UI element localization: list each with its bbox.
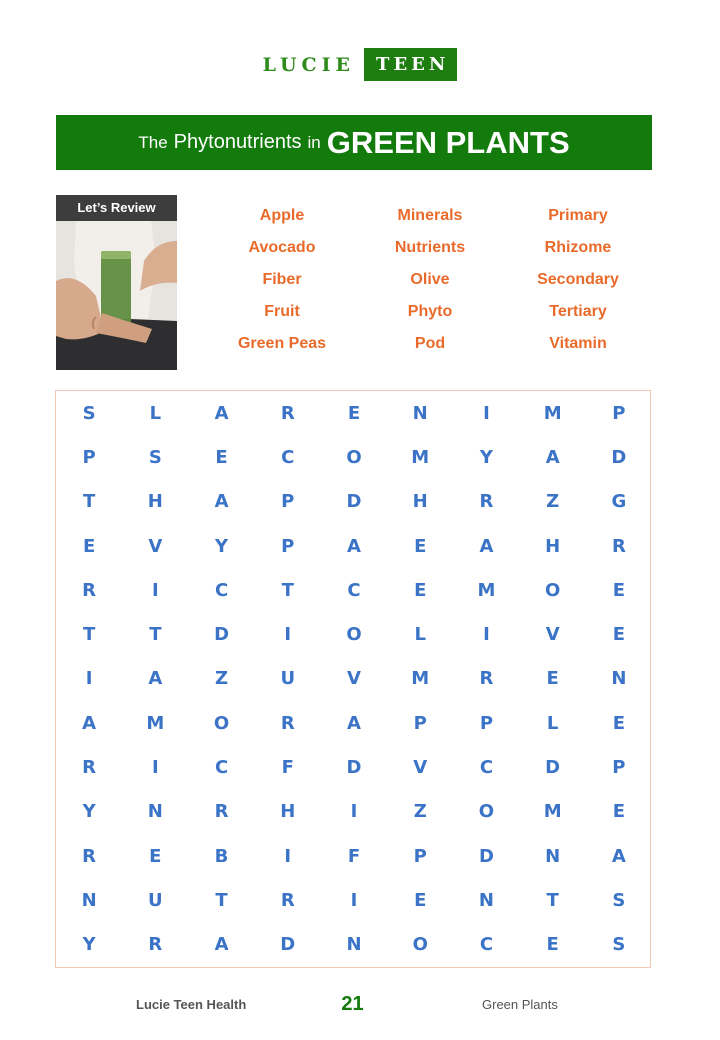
grid-letter[interactable]: E <box>612 579 626 601</box>
grid-letter[interactable]: S <box>612 890 626 912</box>
word-search-grid <box>55 390 651 968</box>
grid-letter[interactable]: R <box>280 890 295 912</box>
grid-letter[interactable]: E <box>612 801 626 823</box>
grid-letter[interactable]: N <box>412 402 428 424</box>
grid-letter[interactable]: E <box>347 402 361 424</box>
grid-letter[interactable]: A <box>545 446 560 468</box>
grid-letter[interactable]: E <box>414 890 427 912</box>
grid-letter[interactable]: L <box>414 624 426 646</box>
grid-letter[interactable]: S <box>82 402 96 424</box>
grid-letter[interactable]: E <box>149 845 162 867</box>
grid-letter[interactable]: V <box>148 535 163 557</box>
grid-letter[interactable]: V <box>347 668 361 690</box>
grid-letter[interactable]: C <box>347 579 361 601</box>
grid-letter[interactable]: N <box>81 890 97 912</box>
grid-letter[interactable]: E <box>546 668 559 690</box>
grid-letter[interactable]: D <box>611 446 627 468</box>
grid-letter[interactable]: P <box>479 712 494 734</box>
grid-letter[interactable]: R <box>479 668 494 690</box>
grid-letter[interactable]: I <box>151 579 159 601</box>
grid-letter[interactable]: U <box>148 890 163 912</box>
grid-letter[interactable]: T <box>281 579 294 601</box>
grid-letter[interactable]: R <box>82 757 97 779</box>
grid-letter[interactable]: A <box>148 668 163 690</box>
grid-letter[interactable]: M <box>477 579 496 601</box>
grid-letter[interactable]: F <box>347 845 361 867</box>
grid-letter[interactable]: O <box>478 801 495 823</box>
grid-letter[interactable]: A <box>214 491 229 513</box>
grid-letter[interactable]: N <box>346 934 362 956</box>
grid-letter[interactable]: M <box>411 668 430 690</box>
grid-letter[interactable]: H <box>545 535 561 557</box>
grid-letter[interactable]: I <box>85 668 93 690</box>
grid-letter[interactable]: S <box>148 446 162 468</box>
grid-letter[interactable]: E <box>414 535 427 557</box>
grid-letter[interactable]: L <box>546 712 559 734</box>
grid-letter[interactable]: Z <box>546 491 560 513</box>
grid-letter[interactable]: A <box>347 712 361 734</box>
grid-letter[interactable]: I <box>483 402 490 424</box>
review-label: Let’s Review <box>56 195 177 221</box>
grid-letter[interactable]: R <box>82 579 97 601</box>
grid-letter[interactable]: G <box>611 491 627 513</box>
grid-letter[interactable]: I <box>284 624 292 646</box>
grid-letter[interactable]: D <box>280 934 296 956</box>
grid-letter[interactable]: N <box>147 801 163 823</box>
grid-letter[interactable]: R <box>280 402 295 424</box>
grid-letter[interactable]: P <box>82 446 96 468</box>
grid-letter[interactable]: N <box>478 890 494 912</box>
letter-grid <box>56 391 652 969</box>
grid-letter[interactable]: T <box>215 890 228 912</box>
word-list-item: Apple <box>259 207 305 224</box>
title-in: in <box>307 132 321 152</box>
grid-letter[interactable]: N <box>611 668 627 690</box>
grid-letter[interactable]: A <box>479 535 494 557</box>
word-list-item: Nutrients <box>394 239 466 256</box>
title-green-plants: GREEN PLANTS <box>326 124 570 160</box>
grid-letter[interactable]: I <box>350 801 358 823</box>
grid-letter[interactable]: C <box>214 757 229 779</box>
grid-letter[interactable]: D <box>545 757 561 779</box>
title-the: The <box>138 132 168 152</box>
word-list-item: Tertiary <box>549 303 607 320</box>
word-list-item: Phyto <box>407 303 453 320</box>
grid-letter[interactable]: Y <box>215 535 229 557</box>
grid-letter[interactable]: Y <box>82 934 96 956</box>
grid-letter[interactable]: O <box>346 624 362 646</box>
grid-letter[interactable]: I <box>350 890 358 912</box>
grid-letter[interactable]: V <box>413 757 428 779</box>
grid-letter[interactable]: O <box>412 934 428 956</box>
footer-section: Green Plants <box>482 997 558 1012</box>
grid-letter[interactable]: R <box>280 712 295 734</box>
grid-letter[interactable]: P <box>281 491 295 513</box>
grid-letter[interactable]: E <box>414 579 427 601</box>
page-number: 21 <box>341 993 364 1015</box>
grid-letter[interactable]: D <box>346 757 362 779</box>
grid-letter[interactable]: R <box>148 934 163 956</box>
grid-letter[interactable]: C <box>214 579 229 601</box>
brand-lucie: LUCIE <box>262 53 356 76</box>
grid-letter[interactable]: I <box>151 757 159 779</box>
title-banner <box>56 115 652 170</box>
green-smoothie-photo <box>56 221 177 370</box>
grid-letter[interactable]: R <box>214 801 229 823</box>
grid-letter[interactable]: H <box>280 801 296 823</box>
grid-letter[interactable]: P <box>612 402 626 424</box>
grid-letter[interactable]: D <box>478 845 494 867</box>
grid-letter[interactable]: P <box>281 535 295 557</box>
grid-letter[interactable]: P <box>612 757 626 779</box>
title-phytonutrients: Phytonutrients <box>173 131 302 153</box>
word-list-item: Minerals <box>397 207 463 224</box>
grid-letter[interactable]: M <box>543 402 562 424</box>
grid-letter[interactable]: R <box>611 535 626 557</box>
grid-letter[interactable]: N <box>545 845 561 867</box>
grid-letter[interactable]: D <box>214 624 230 646</box>
grid-letter[interactable]: T <box>82 491 96 513</box>
grid-letter[interactable]: I <box>483 624 490 646</box>
grid-letter[interactable]: M <box>146 712 165 734</box>
grid-letter[interactable]: C <box>281 446 295 468</box>
grid-letter[interactable]: A <box>611 845 626 867</box>
review-card <box>56 195 177 370</box>
grid-letter[interactable]: Y <box>479 446 493 468</box>
grid-letter[interactable]: S <box>612 934 626 956</box>
grid-letter[interactable]: U <box>280 668 296 690</box>
grid-letter[interactable]: T <box>546 890 559 912</box>
grid-letter[interactable]: R <box>479 491 494 513</box>
grid-letter[interactable]: A <box>214 934 229 956</box>
word-list-item: Fruit <box>264 303 300 320</box>
brand-logo <box>0 48 720 81</box>
word-list-item: Primary <box>548 207 608 224</box>
grid-letter[interactable]: T <box>149 624 162 646</box>
footer-publication: Lucie Teen Health <box>136 997 247 1012</box>
grid-letter[interactable]: O <box>213 712 230 734</box>
word-list-item: Fiber <box>262 271 302 288</box>
grid-letter[interactable]: P <box>413 845 427 867</box>
grid-letter[interactable]: E <box>546 934 559 956</box>
grid-letter[interactable]: O <box>545 579 561 601</box>
brand-teen: TEEN <box>364 48 457 81</box>
word-list-item: Rhizome <box>544 239 612 256</box>
grid-letter[interactable]: F <box>281 757 294 779</box>
word-list <box>208 200 652 360</box>
grid-letter[interactable]: R <box>82 845 97 867</box>
grid-letter[interactable]: P <box>413 712 427 734</box>
grid-letter[interactable]: I <box>284 845 292 867</box>
grid-letter[interactable]: Z <box>215 668 229 690</box>
word-list-item: Secondary <box>537 271 619 288</box>
grid-letter[interactable]: E <box>612 712 626 734</box>
word-list-item: Vitamin <box>549 335 607 352</box>
word-list-item: Olive <box>410 271 450 288</box>
grid-letter[interactable]: O <box>346 446 362 468</box>
grid-letter[interactable]: C <box>479 757 494 779</box>
grid-letter[interactable]: E <box>82 535 96 557</box>
grid-letter[interactable]: E <box>612 624 626 646</box>
grid-letter[interactable]: M <box>411 446 430 468</box>
grid-letter[interactable]: M <box>543 801 562 823</box>
grid-letter[interactable]: E <box>215 446 228 468</box>
grid-letter[interactable]: Y <box>82 801 96 823</box>
grid-letter[interactable]: A <box>214 402 229 424</box>
grid-letter[interactable]: T <box>82 624 96 646</box>
grid-letter[interactable]: C <box>479 934 494 956</box>
grid-letter[interactable]: Z <box>413 801 427 823</box>
word-list-item: Avocado <box>248 239 316 256</box>
grid-letter[interactable]: H <box>412 491 428 513</box>
word-list-item: Pod <box>414 335 446 352</box>
grid-letter[interactable]: V <box>545 624 560 646</box>
grid-letter[interactable]: H <box>147 491 163 513</box>
grid-letter[interactable]: L <box>149 402 162 424</box>
grid-letter[interactable]: A <box>82 712 97 734</box>
grid-letter[interactable]: A <box>347 535 361 557</box>
grid-letter[interactable]: D <box>346 491 362 513</box>
word-list-item: Green Peas <box>237 335 327 352</box>
grid-letter[interactable]: B <box>214 845 229 867</box>
